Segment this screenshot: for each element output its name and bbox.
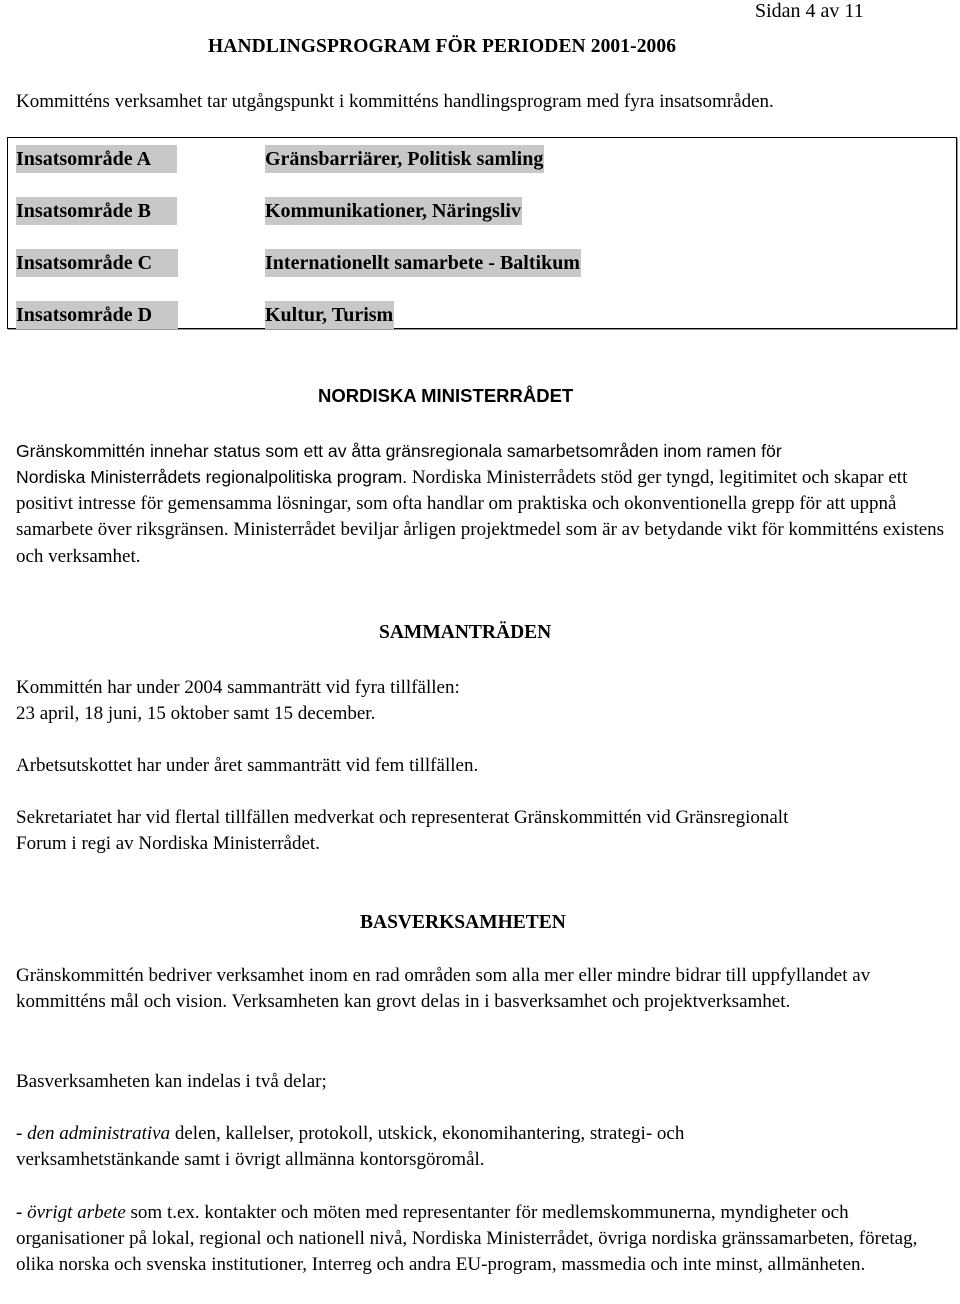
nordiska-line-2: Nordiska Ministerrådets regionalpolitiska program. <box>16 467 408 487</box>
nordiska-heading: NORDISKA MINISTERRÅDET <box>318 385 574 406</box>
item-2-text: som t.ex. kontakter och möten med representanter för medlemskommunerna, myndigheter och organisationer på lokal, regional och nationell nivå, Nordiska Ministerrådet, övriga nordiska gränssamarbeten, företag, olika norska och svenska institutioner, Interreg och andra EU-program, massmedia och inte minst, allmänheten. <box>16 1202 918 1276</box>
focus-area-topic: Kommunikationer, Näringsliv <box>265 197 522 225</box>
sammantraden-paragraph-2: Arbetsutskottet har under året sammanträtt vid fem tillfällen. <box>16 755 479 776</box>
item-1-prefix: - <box>16 1123 28 1144</box>
sammantraden-line-2: 23 april, 18 juni, 15 oktober samt 15 december. <box>16 703 376 724</box>
item-1-emphasis: den administrativa <box>27 1123 171 1144</box>
focus-area-topic: Kultur, Turism <box>265 301 394 329</box>
focus-area-label: Insatsområde C <box>16 249 178 277</box>
nordiska-paragraph <box>16 464 946 570</box>
basverksamheten-paragraph-1: Gränskommittén bedriver verksamhet inom en rad områden som alla mer eller mindre bidrar till uppfyllandet av kommitténs mål och vision. Verksamheten kan grovt delas in i basverksamhet och projektverksamhet. <box>16 965 871 1013</box>
basverksamheten-item-2 <box>16 1200 941 1279</box>
focus-area-label: Insatsområde B <box>16 197 177 225</box>
page-number: Sidan 4 av 11 <box>755 0 864 22</box>
focus-area-label: Insatsområde A <box>16 145 177 173</box>
item-2-prefix: - <box>16 1202 28 1223</box>
focus-area-label: Insatsområde D <box>16 301 178 329</box>
document-title: HANDLINGSPROGRAM FÖR PERIODEN 2001-2006 <box>208 36 677 57</box>
basverksamheten-item-1 <box>16 1121 836 1173</box>
item-2-emphasis: övrigt arbete <box>27 1202 126 1223</box>
basverksamheten-heading: BASVERKSAMHETEN <box>360 912 566 933</box>
focus-area-topic: Gränsbarriärer, Politisk samling <box>265 145 544 173</box>
intro-text: Kommitténs verksamhet tar utgångspunkt i kommitténs handlingsprogram med fyra insatsområden. <box>16 91 774 112</box>
sammantraden-line-1: Kommittén har under 2004 sammanträtt vid fyra tillfällen: <box>16 677 460 698</box>
nordiska-line-1: Gränskommittén innehar status som ett av åtta gränsregionala samarbetsområden inom ramen för <box>16 441 782 461</box>
item-1-text: delen, kallelser, protokoll, utskick, ekonomihantering, strategi- och verksamhetstänkande samt i övrigt allmänna kontorsgöromål. <box>16 1123 685 1171</box>
sammantraden-heading: SAMMANTRÄDEN <box>379 622 552 643</box>
basverksamheten-paragraph-2: Basverksamheten kan indelas i två delar; <box>16 1071 327 1092</box>
focus-area-topic: Internationellt samarbete - Baltikum <box>265 249 581 277</box>
sammantraden-paragraph-3: Sekretariatet har vid flertal tillfällen medverkat och representerat Gränskommittén vid Gränsregionalt Forum i regi av Nordiska Ministerrådet. <box>16 807 789 855</box>
focus-areas-table <box>7 137 957 329</box>
nordiska-text: Nordiska Ministerrådets stöd ger tyngd, legitimitet och skapar ett positivt intresse för gemensamma lösningar, som ofta handlar om praktiska och okonventionella grepp för att uppnå samarbete över riksgränsen. Ministerrådet beviljar årligen projektmedel som är av betydande vikt för kommitténs existens och verksamhet. <box>16 467 945 567</box>
